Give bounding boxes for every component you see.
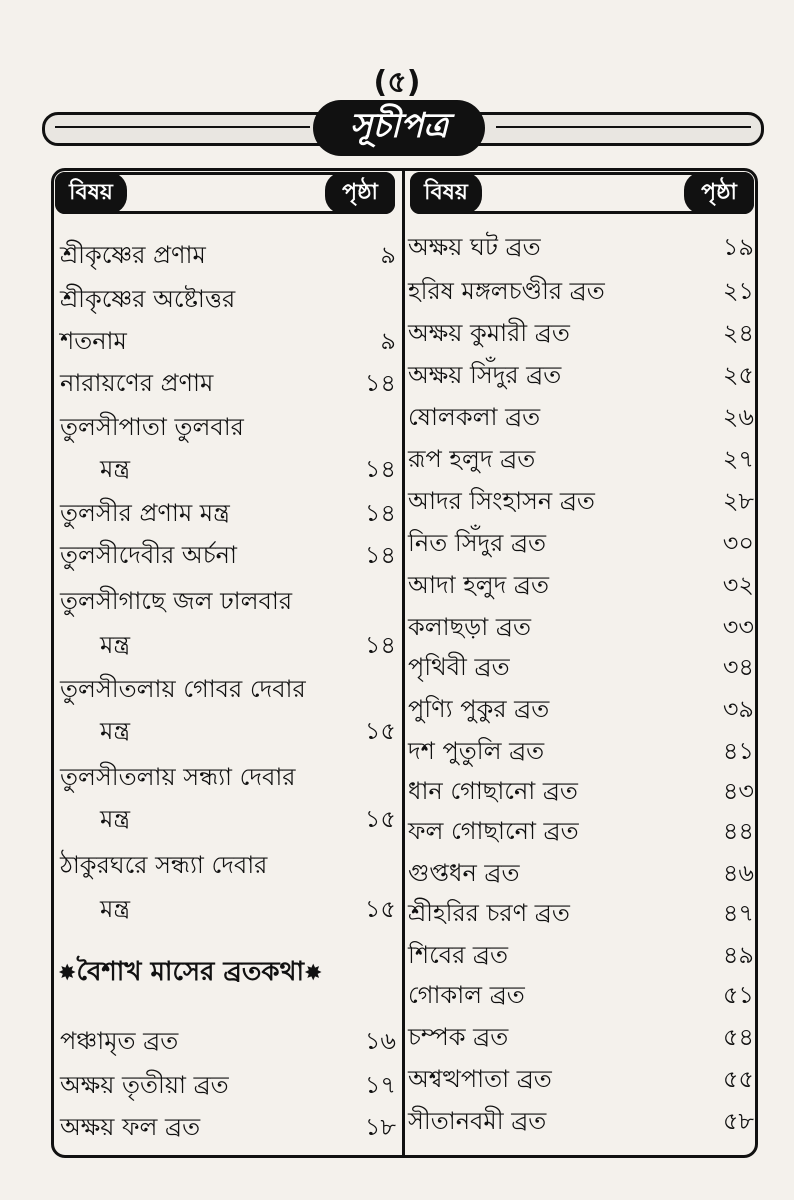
toc-entry (408, 690, 754, 728)
toc-entry (60, 236, 396, 274)
entry-page: ৫১ (722, 981, 754, 1009)
entry-page: ২৪ (722, 319, 754, 347)
star-ornament-icon: ✸ (58, 961, 77, 986)
entry-page: ১৪ (364, 541, 396, 569)
entry-page: ২৫ (722, 361, 754, 389)
entry-page: ১৪ (364, 455, 396, 483)
toc-entry (60, 670, 396, 708)
toc-entry (408, 854, 754, 892)
entry-page: ৩০ (722, 529, 754, 557)
toc-entry (100, 626, 396, 664)
entry-label: গোকাল ব্রত (408, 981, 525, 1009)
toc-entry (408, 894, 754, 932)
toc-entry (408, 356, 754, 394)
entry-page: ১৬ (364, 1027, 396, 1055)
toc-entry (408, 812, 754, 850)
right-header-page: পৃষ্ঠা (684, 172, 754, 214)
entry-label: অশ্বত্থপাতা ব্রত (408, 1065, 552, 1093)
entry-page: ৪৬ (722, 859, 754, 887)
toc-entry (60, 1066, 396, 1104)
entry-label: চম্পক ব্রত (408, 1023, 509, 1051)
entry-label: তুলসীগাছে জল ঢালবার (60, 587, 293, 615)
toc-entry (60, 846, 396, 884)
toc-entry (408, 440, 754, 478)
toc-entry (408, 566, 754, 604)
toc-entry (408, 272, 754, 310)
entry-page: ১৪ (364, 499, 396, 527)
entry-page: ১৭ (364, 1071, 396, 1099)
entry-page: ১৯ (722, 233, 754, 261)
toc-entry (60, 280, 396, 318)
left-header-row (55, 172, 395, 214)
entry-label: আদা হলুদ ব্রত (408, 571, 550, 599)
entry-label: নারায়ণের প্রণাম (60, 369, 214, 397)
entry-label: তুলসীপাতা তুলবার (60, 413, 244, 441)
entry-page: ১৫ (364, 895, 396, 923)
toc-entry (100, 890, 396, 928)
toc-entry (408, 648, 754, 686)
entry-label: ধান গোছানো ব্রত (408, 777, 578, 805)
toc-entry (408, 608, 754, 646)
entry-page: ৪১ (722, 737, 754, 765)
entry-label: পুণ্যি পুকুর ব্রত (408, 695, 550, 723)
toc-entry (60, 758, 396, 796)
entry-label: তুলসীর প্রণাম মন্ত্র (60, 499, 230, 527)
entry-label: মন্ত্র (100, 455, 130, 483)
entry-page: ৩৪ (722, 653, 754, 681)
entry-page: ৩৯ (722, 695, 754, 723)
entry-label: গুপ্তধন ব্রত (408, 859, 520, 887)
page-title: সূচীপত্র (313, 100, 485, 156)
left-header-page: পৃষ্ঠা (325, 172, 395, 214)
column-divider (402, 168, 405, 1158)
entry-label: সীতানবমী ব্রত (408, 1107, 547, 1135)
entry-page: ৫৮ (722, 1107, 754, 1135)
entry-page: ২৭ (722, 445, 754, 473)
toc-entry (408, 936, 754, 974)
right-header-row (410, 172, 754, 214)
entry-page: ৩২ (722, 571, 754, 599)
toc-entry (408, 772, 754, 810)
entry-label: তুলসীদেবীর অর্চনা (60, 541, 237, 569)
entry-label: শিবের ব্রত (408, 941, 508, 969)
entry-label: নিত সিঁদুর ব্রত (408, 529, 547, 557)
entry-page: ৯ (380, 241, 396, 269)
toc-entry (408, 732, 754, 770)
toc-entry (408, 314, 754, 352)
entry-page: ৫৪ (722, 1023, 754, 1051)
entry-label: অক্ষয় কুমারী ব্রত (408, 319, 570, 347)
toc-entry (60, 1022, 396, 1060)
entry-label: শ্রীকৃষ্ণের অষ্টোত্তর (60, 285, 236, 313)
entry-label: মন্ত্র (100, 717, 130, 745)
toc-entry (408, 482, 754, 520)
entry-label: ফল গোছানো ব্রত (408, 817, 579, 845)
entry-label: অক্ষয় ঘট ব্রত (408, 233, 541, 261)
entry-page: ৩৩ (722, 613, 754, 641)
entry-label: অক্ষয় তৃতীয়া ব্রত (60, 1071, 229, 1099)
entry-page: ৪৭ (722, 899, 754, 927)
entry-label: মন্ত্র (100, 631, 130, 659)
entry-label: পঞ্চামৃত ব্রত (60, 1027, 179, 1055)
toc-entry (100, 800, 396, 838)
entry-page: ১৪ (364, 631, 396, 659)
toc-entry (100, 450, 396, 488)
entry-page: ৪৩ (722, 777, 754, 805)
entry-page: ১৪ (364, 369, 396, 397)
toc-entry (60, 408, 396, 446)
toc-entry (408, 1060, 754, 1098)
toc-entry (100, 712, 396, 750)
entry-page: ১৫ (364, 805, 396, 833)
toc-entry (408, 398, 754, 436)
right-header-subject: বিষয় (410, 172, 482, 214)
toc-entry (60, 582, 396, 620)
entry-label: মন্ত্র (100, 895, 130, 923)
entry-label: আদর সিংহাসন ব্রত (408, 487, 595, 515)
toc-entry (60, 322, 396, 360)
entry-label: দশ পুতুলি ব্রত (408, 737, 545, 765)
entry-label: তুলসীতলায় গোবর দেবার (60, 675, 306, 703)
toc-entry (408, 1018, 754, 1056)
entry-label: তুলসীতলায় সন্ধ্যা দেবার (60, 763, 296, 791)
toc-entry (408, 228, 754, 266)
star-ornament-icon: ✸ (304, 961, 323, 986)
toc-entry (408, 524, 754, 562)
entry-label: মন্ত্র (100, 805, 130, 833)
entry-page: ১৫ (364, 717, 396, 745)
entry-page: ৪৯ (722, 941, 754, 969)
entry-page: ৫৫ (722, 1065, 754, 1093)
entry-label: ঠাকুরঘরে সন্ধ্যা দেবার (60, 851, 268, 879)
entry-label: অক্ষয় ফল ব্রত (60, 1113, 201, 1141)
page-number: (৫) (373, 65, 421, 100)
entry-page: ২৮ (722, 487, 754, 515)
entry-label: ষোলকলা ব্রত (408, 403, 541, 431)
toc-entry (60, 364, 396, 402)
entry-page: ৯ (380, 327, 396, 355)
toc-entry (408, 1102, 754, 1140)
entry-label: কলাছড়া ব্রত (408, 613, 531, 641)
entry-label: শ্রীকৃষ্ণের প্রণাম (60, 241, 206, 269)
entry-page: ২৬ (722, 403, 754, 431)
entry-label: হরিষ মঙ্গলচণ্ডীর ব্রত (408, 277, 605, 305)
toc-entry (60, 494, 396, 532)
left-header-subject: বিষয় (55, 172, 127, 214)
section-heading (58, 952, 388, 992)
entry-label: রূপ হলুদ ব্রত (408, 445, 536, 473)
entry-label: অক্ষয় সিঁদুর ব্রত (408, 361, 562, 389)
entry-page: ৪৪ (722, 817, 754, 845)
toc-entry (60, 536, 396, 574)
entry-page: ১৮ (364, 1113, 396, 1141)
entry-label: শ্রীহরির চরণ ব্রত (408, 899, 570, 927)
section-heading-text: বৈশাখ মাসের ব্রতকথা (76, 957, 304, 987)
entry-label: শতনাম (60, 327, 127, 355)
toc-entry (408, 976, 754, 1014)
toc-entry (60, 1108, 396, 1146)
entry-page: ২১ (722, 277, 754, 305)
entry-label: পৃথিবী ব্রত (408, 653, 510, 681)
